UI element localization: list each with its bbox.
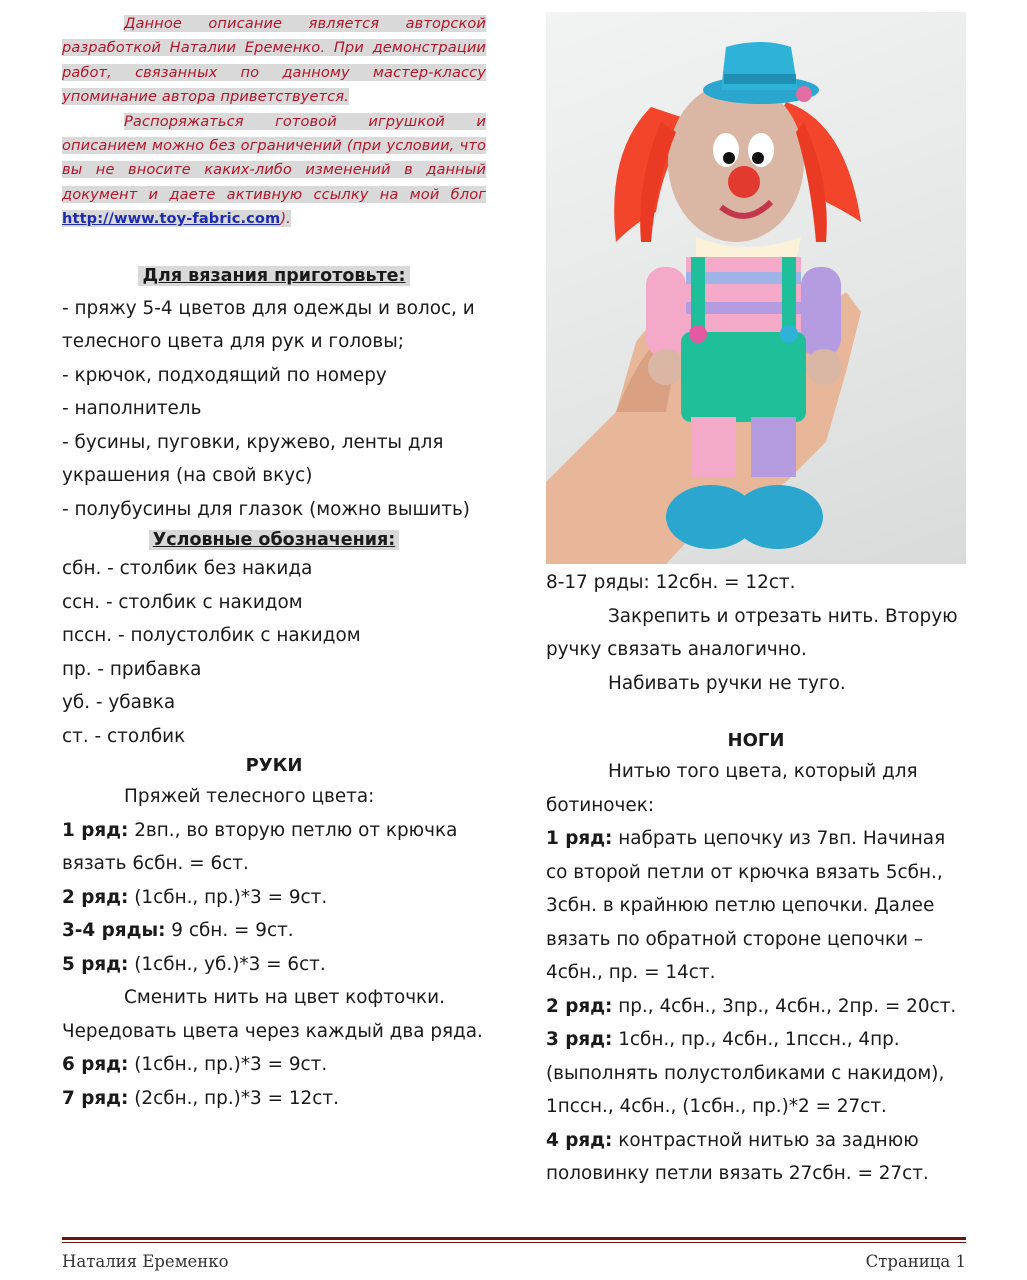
hat-flower: [796, 86, 812, 102]
hand-right: [806, 349, 842, 385]
nose-shape: [728, 166, 760, 198]
right-column: [546, 12, 966, 1191]
clown-toy-illustration: [546, 12, 966, 564]
arms-row-3-4: 3-4 ряды: 9 сбн. = 9ст.: [62, 920, 294, 942]
legend-item: пссн. - полустолбик с накидом: [62, 625, 361, 647]
footer-rule-thin: [62, 1242, 966, 1243]
legs-row-3: 3 ряд: 1сбн., пр., 4сбн., 1пссн., 4пр. (выполнять полустолбиками с накидом), 1пссн., 4сбн., (1сбн., пр.)*2 = 27ст.: [546, 1029, 945, 1117]
legs-row-4: 4 ряд: контрастной нитью за заднюю половинку петли вязать 27сбн. = 27ст.: [546, 1129, 929, 1184]
prepare-item: - пряжу 5-4 цветов для одежды и волос, и телесного цвета для рук и головы;: [62, 297, 475, 353]
clown-toy-photo: [546, 12, 966, 564]
arms-change-color: Сменить нить на цвет кофточки.: [124, 987, 445, 1009]
copyright-paragraph-1: Данное описание является авторской разработкой Наталии Еременко. При демонстрации работ, связанных по данному мастер-классу упоминание автора приветствуется.: [62, 15, 486, 106]
legend-item: уб. - убавка: [62, 692, 176, 714]
arms-row-1: 1 ряд: 2вп., во вторую петлю от крючка вязать 6сбн. = 6ст.: [62, 819, 458, 875]
arms-rows-8-17: 8-17 ряды: 12сбн. = 12ст.: [546, 572, 796, 593]
footer-rule-thick: [62, 1237, 966, 1240]
arms-row-6: 6 ряд: (1сбн., пр.)*3 = 9ст.: [62, 1054, 328, 1076]
copyright-notice: Данное описание является авторской разработкой Наталии Еременко. При демонстрации работ, связанных по данному мастер-классу упоминание автора приветствуется. Распоряжаться готовой игрушкой и описанием можно без ограничений (при условии, что вы не вносите каких-либо изменений в данный документ и даете активную ссылку на мой блог http://www.toy-fabric.com).: [62, 15, 486, 228]
arms-intro: Пряжей телесного цвета:: [124, 786, 375, 808]
hat-band: [724, 74, 796, 84]
legs-row-2: 2 ряд: пр., 4сбн., 3пр., 4сбн., 2пр. = 20ст.: [546, 995, 957, 1017]
blog-link[interactable]: http://www.toy-fabric.com: [62, 210, 281, 228]
arms-row-2: 2 ряд: (1сбн., пр.)*3 = 9ст.: [62, 886, 328, 908]
arms-heading: РУКИ: [245, 755, 303, 777]
arms-alternate: Чередовать цвета через каждый два ряда.: [62, 1020, 483, 1042]
prepare-item: - бусины, пуговки, кружево, ленты для украшения (на свой вкус): [62, 431, 444, 487]
legs-row-1: 1 ряд: набрать цепочку из 7вп. Начиная со второй петли от крючка вязать 5сбн., 3сбн. в крайнюю петлю цепочки. Далее вязать по обратной стороне цепочки – 4сбн., пр. = 14ст.: [546, 828, 946, 983]
button-right: [780, 325, 798, 343]
shoe-right: [733, 485, 823, 549]
arms-fasten: Закрепить и отрезать нить. Вторую ручку связать аналогично.: [546, 605, 958, 660]
arms-row-5: 5 ряд: (1сбн., уб.)*3 = 6ст.: [62, 953, 326, 975]
legend-item: ст. - столбик: [62, 725, 186, 747]
prepare-item: - крючок, подходящий по номеру: [62, 364, 387, 386]
prepare-heading: Для вязания приготовьте:: [62, 266, 486, 286]
legend-item: ссн. - столбик с накидом: [62, 591, 303, 613]
eye-pupil-left: [723, 152, 735, 164]
copyright-paragraph-2: Распоряжаться готовой игрушкой и описанием можно без ограничений (при условии, что вы не вносите каких-либо изменений в данный документ и даете активную ссылку на мой блог: [62, 112, 486, 203]
legs-heading: НОГИ: [727, 730, 785, 751]
legend-heading: Условные обозначения:: [62, 530, 486, 550]
leg-right: [751, 417, 796, 477]
footer-page-number: Страница 1: [865, 1252, 966, 1271]
hand-left: [648, 349, 684, 385]
prepare-item: - полубусины для глазок (можно вышить): [62, 498, 470, 520]
eye-pupil-right: [752, 152, 764, 164]
arm-right: [801, 267, 841, 357]
button-left: [689, 325, 707, 343]
overalls-shape: [681, 332, 806, 422]
arm-left: [646, 267, 686, 357]
arms-row-7: 7 ряд: (2сбн., пр.)*3 = 12ст.: [62, 1087, 339, 1109]
arms-stuff: Набивать ручки не туго.: [608, 672, 846, 694]
legend-item: сбн. - столбик без накида: [62, 558, 313, 580]
legs-intro: Нитью того цвета, который для ботиночек:: [546, 761, 918, 816]
left-column: [62, 12, 486, 1115]
prepare-item: - наполнитель: [62, 398, 202, 420]
leg-left: [691, 417, 736, 477]
footer-author: Наталия Еременко: [62, 1252, 229, 1271]
legend-item: пр. - прибавка: [62, 658, 202, 680]
